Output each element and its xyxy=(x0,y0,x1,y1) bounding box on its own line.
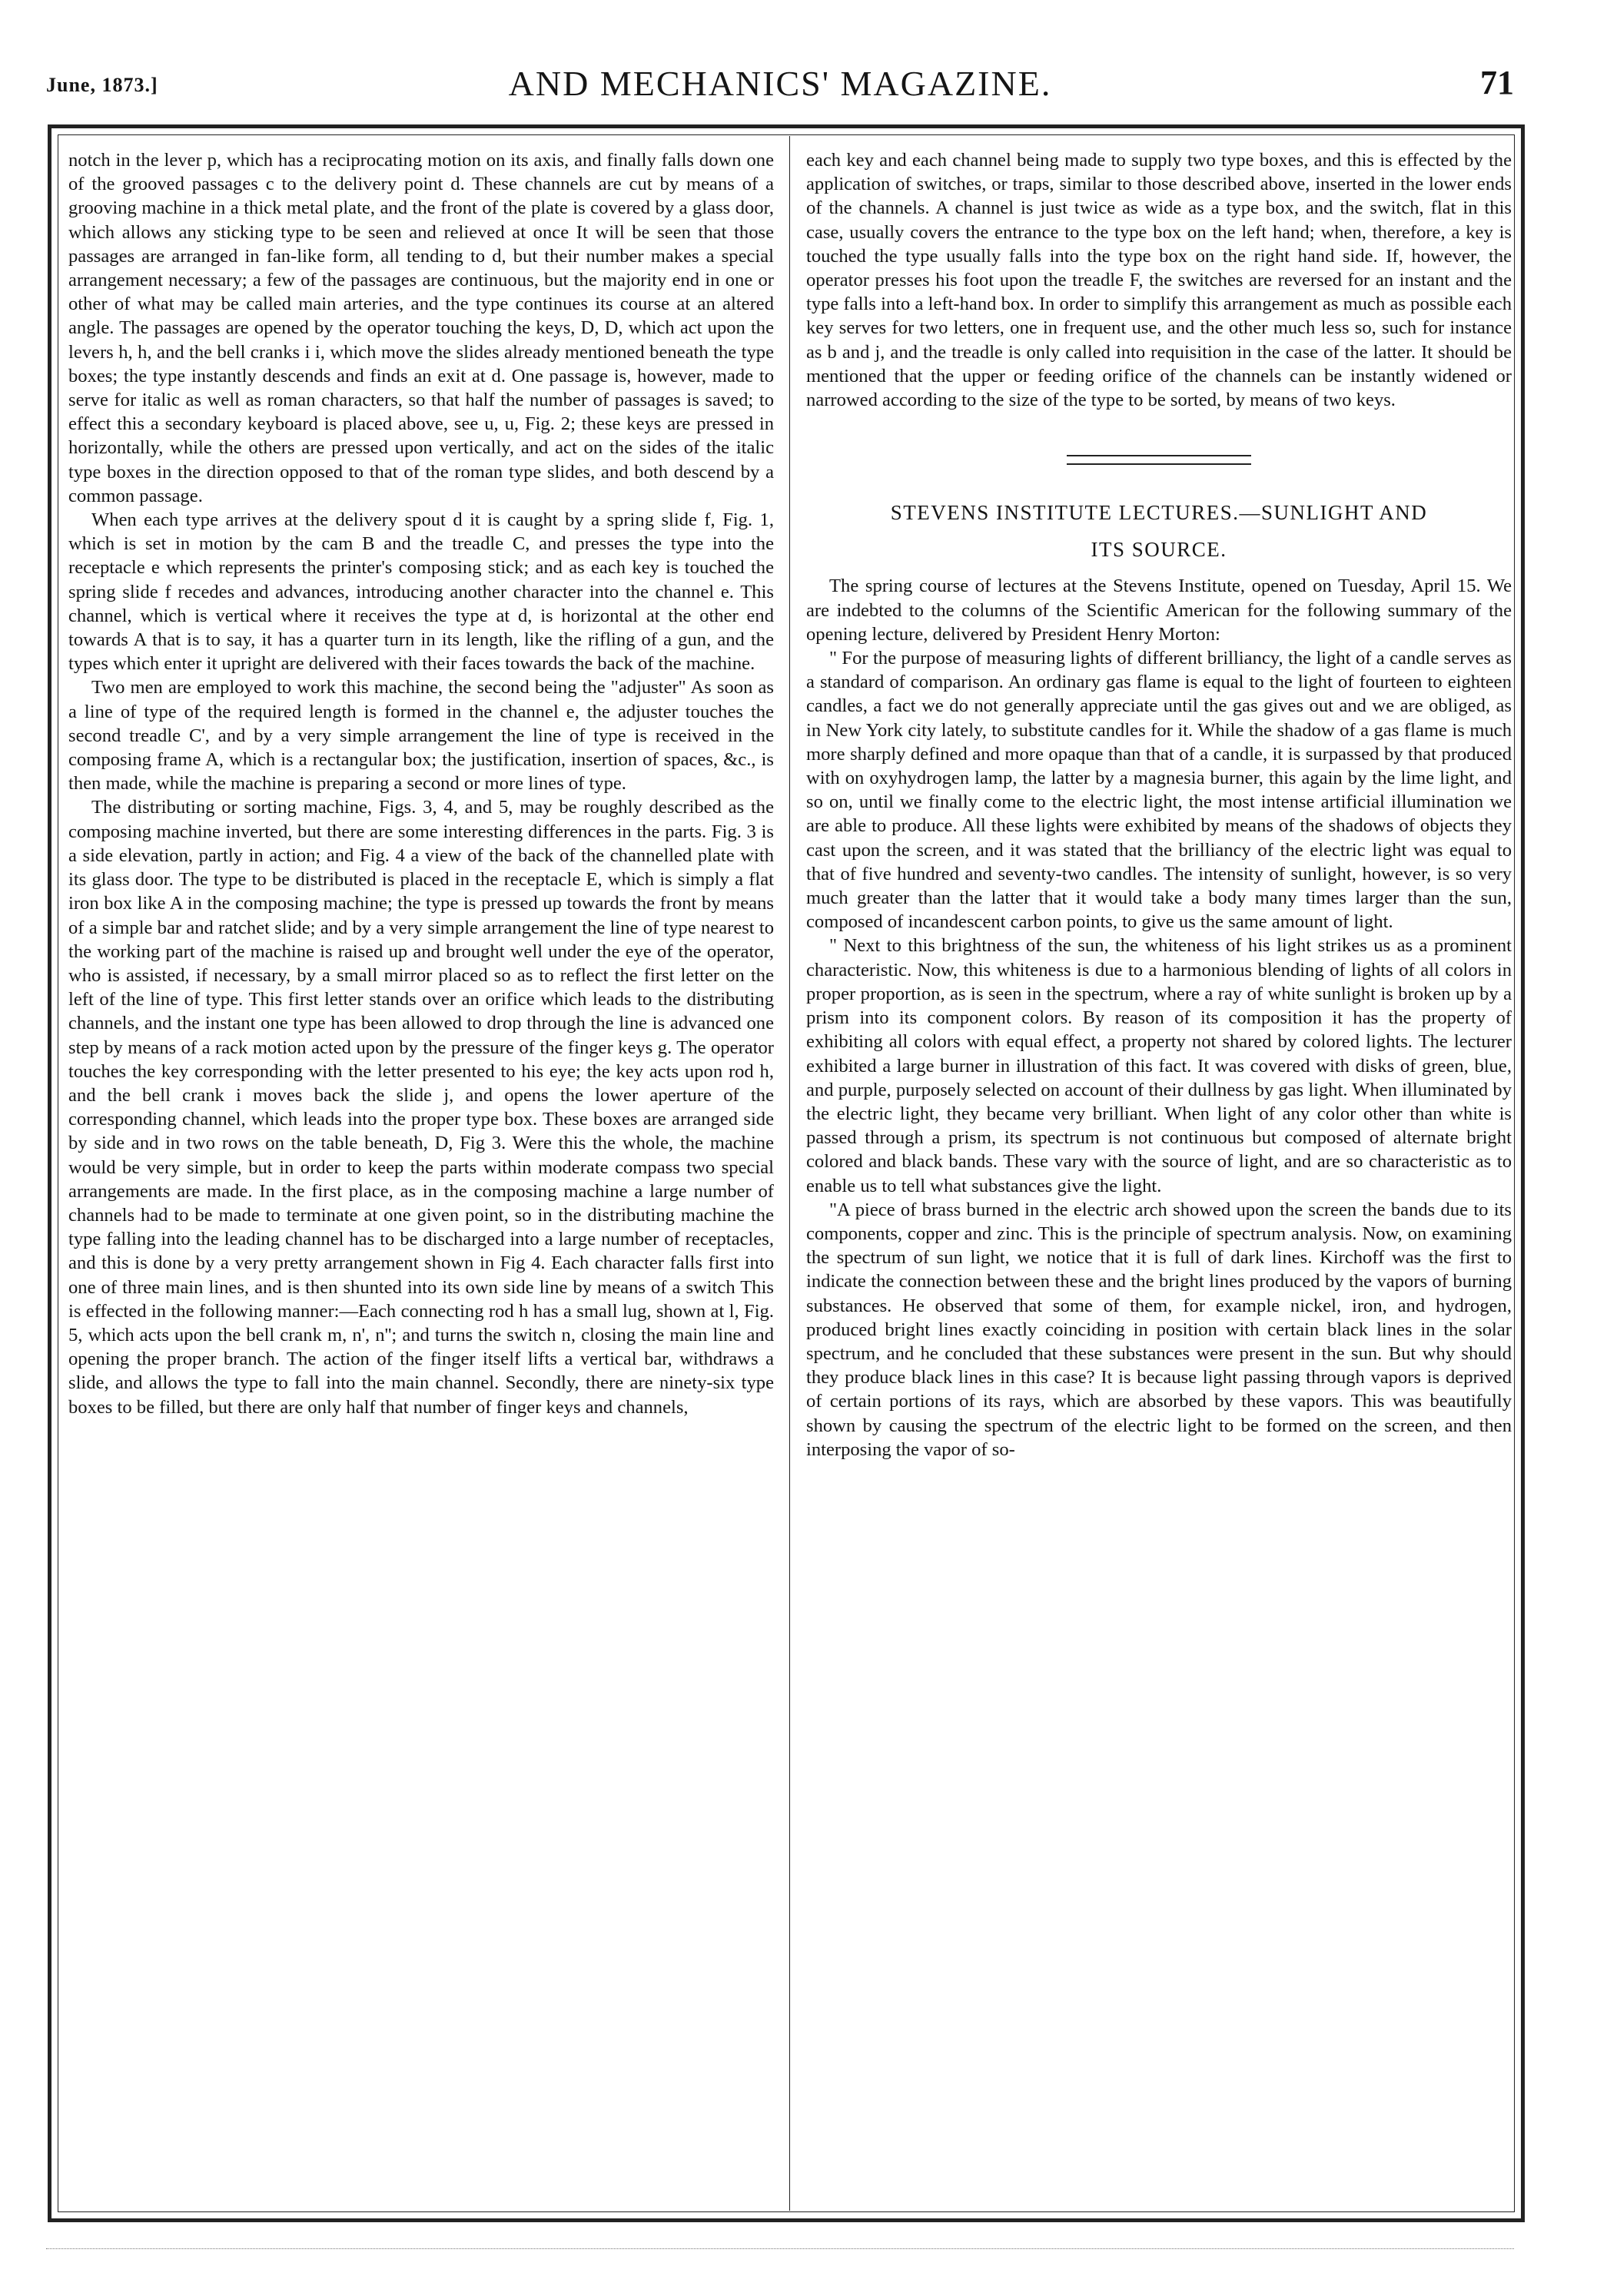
left-column xyxy=(68,148,774,2205)
column-divider xyxy=(789,136,790,2211)
paragraph: "A piece of brass burned in the electric arch showed upon the screen the bands due to its components, copper and zinc. This is the principle of spectrum analysis. Now, on examining the spectrum of sun light, we notice that it is full of dark lines. Kirchoff was the first to indicate the connection between these and the bright lines produced by the vapors of burning substances. He observed that some of them, for example nickel, iron, and hydrogen, produced bright lines exactly coinciding in position with certain black lines in the solar spectrum, and he concluded that these substances were present in the sun. But why should they produce black lines in this case? It is because light passing through vapors is deprived of certain portions of its rays, which are absorbed by these vapors. This was beautifully shown by causing the spectrum of the electric light to be formed on the screen, and then interposing the vapor of so- xyxy=(806,1199,1512,1460)
page-header xyxy=(46,63,1514,109)
page-frame xyxy=(48,124,1525,2222)
page-number: 71 xyxy=(1480,64,1514,101)
double-rule xyxy=(1067,455,1251,465)
magazine-title: AND MECHANICS' MAGAZINE. xyxy=(508,64,1052,103)
paragraph: each key and each channel being made to supply two type boxes, and this is effected by the application of switches, or traps, similar to those described above, inserted in the lower ends of the channels. A channel is just twice as wide as a type box, and the switch, flat in this case, usually covers the entrance to the type box on the left hand; when, therefore, a key is touched the type usually falls into the type box on the right hand side. If, however, the operator presses his foot upon the treadle F, the switches are reversed for an instant and the type falls into a left-hand box. In order to simplify this arrangement as much as possible each key serves for two letters, one in frequent use, and the other much less so, such for instance as b and j, and the treadle is only called into requisition in the case of the latter. It should be mentioned that the upper or feeding orifice of the channels can be instantly widened or narrowed according to the size of the type to be sorted, by means of two keys. xyxy=(806,150,1512,411)
paragraph: notch in the lever p, which has a reciprocating motion on its axis, and finally falls down one of the grooved passages c to the delivery point d. These channels are cut by means of a grooving machine in a thick metal plate, and the front of the plate is covered by a glass door, which allows any sticking type to be seen and relieved at once It will be seen that those passages are arranged in fan-like form, all tending to d, but their number makes a special arrangement necessary; a few of the passages are continuous, but the majority end in one or other of what may be called main arteries, and the type continues its course at an altered angle. The passages are opened by the operator touching the keys, D, D, which act upon the levers h, h, and the bell cranks i i, which move the slides already mentioned beneath the type boxes; the type instantly descends and finds an exit at d. One passage is, however, made to serve for italic as well as roman characters, so that half the number of passages is saved; to effect this a secondary keyboard is placed above, see u, u, Fig. 2; these keys are pressed in horizontally, while the others are pressed upon vertically, and act on the sides of the italic type boxes in the direction opposed to that of the roman type slides, and both descend by a common passage. xyxy=(68,150,774,506)
paragraph: The spring course of lectures at the Stevens Institute, opened on Tuesday, April 15. We are indebted to the columns of the Scientific American for the following summary of the opening lecture, delivered by President Henry Morton: xyxy=(806,576,1512,645)
article-title-line: STEVENS INSTITUTE LECTURES.—SUNLIGHT AND xyxy=(890,501,1428,525)
article-title-line: ITS SOURCE. xyxy=(1091,538,1227,562)
paragraph: " For the purpose of measuring lights of different brilliancy, the light of a candle serves as a standard of comparison. An ordinary gas flame is equal to the light of fourteen to eighteen candles, a fact we do not generally appreciate until the gas gives out and we are obliged, as in New York city lately, to substitute candles for it. While the shadow of a gas flame is much more sharply defined and more opaque than that of a candle, it is surpassed by that produced with on oxyhydrogen lamp, the latter by a magnesia burner, this again by the lime light, and so on, until we finally come to the electric light, the most intense artificial illumination we are able to produce. All these lights were exhibited by means of the shadows of objects they cast upon the screen, and it was stated that the brilliancy of the electric light was equal to that of five hundred and seventy-two candles. The intensity of sunlight, however, is so very much greater than the latter that it would take a body many times larger than the sun, composed of incandescent carbon points, to give us the same amount of light. xyxy=(806,648,1512,933)
section-break xyxy=(806,447,1512,471)
article-title xyxy=(806,494,1512,568)
paragraph: " Next to this brightness of the sun, the whiteness of his light strikes us as a prominent characteristic. Now, this whiteness is due to a harmonious blending of lights of all colors in proper proportion, as is seen in the spectrum, where a ray of white sunlight is broken up by a prism into its component colors. By reason of its composition it has the property of exhibiting all colors with equal effect, a property not shared by colored lights. The lecturer exhibited a large burner in illustration of this fact. It was covered with disks of green, blue, and purple, purposely selected on account of their dullness by gas light. When illuminated by the electric light, they became very brilliant. When light of any color other than white is passed through a prism, its spectrum is not continuous but composed of alternate bright colored and black bands. These vary with the source of light, and are so characteristic as to enable us to tell what substances give the light. xyxy=(806,935,1512,1196)
paragraph: When each type arrives at the delivery spout d it is caught by a spring slide f, Fig. 1, which is set in motion by the cam B and the treadle C, and presses the type into the receptacle e which represents the printer's composing stick; and as each key is touched the spring slide f recedes and advances, introducing another character into the channel e. This channel, which is vertical where it receives the type at d, is horizontal at the other end towards A that is to say, it has a quarter turn in its length, like the rifling of a gun, and the types which enter it upright are delivered with their faces towards the back of the machine. xyxy=(68,509,774,675)
right-column xyxy=(806,148,1512,2205)
header-date: June, 1873.] xyxy=(46,74,158,96)
footer-rule xyxy=(46,2248,1514,2249)
paragraph: The distributing or sorting machine, Figs. 3, 4, and 5, may be roughly described as the composing machine inverted, but there are some interesting differences in the parts. Fig. 3 is a side elevation, partly in action; and Fig. 4 a view of the back of the channelled plate with its glass door. The type to be distributed is placed in the receptacle E, which is simply a flat iron box like A in the composing machine; the type is pressed up towards the front by means of a simple bar and ratchet slide; and by a very simple arrangement the line of type nearest to the working part of the machine is raised up and brought well under the eye of the operator, who is assisted, if necessary, by a small mirror placed so as to reflect the first letter on the left of the line of type. This first letter stands over an orifice which leads to the distributing channels, and the instant one type has been allowed to drop through the line is advanced one step by means of a rack motion acted upon by the pressure of the finger keys g. The operator touches the key corresponding with the letter presented to his eye; the key acts upon rod h, and the bell crank i moves back the slide j, and opens the lower aperture of the corresponding channel, which leads into the proper type box. These boxes are arranged side by side and in two rows on the table beneath, D, Fig 3. Were this the whole, the machine would be very simple, but in order to keep the parts within moderate compass two special arrangements are made. In the first place, as in the composing machine a large number of channels had to be made to terminate at one given point, so in the distributing machine the type falling into the leading channel has to be discharged into a large number of receptacles, and this is done by a very pretty arrangement shown in Fig 4. Each character falls first into one of three main lines, and is then shunted into its own side line by means of a switch This is effected in the following manner:—Each connecting rod h has a small lug, shown at l, Fig. 5, which acts upon the bell crank m, n', n''; and turns the switch n, closing the main line and opening the proper branch. The action of the finger itself lifts a vertical bar, withdraws a slide, and allows the type to fall into the main channel. Secondly, there are ninety-six type boxes to be filled, but there are only half that number of finger keys and channels, xyxy=(68,797,774,1418)
paragraph: Two men are employed to work this machine, the second being the "adjuster" As soon as a line of type of the required length is formed in the channel e, the adjuster touches the second treadle C', and by a very simple arrangement the line of type is received in the composing frame A, which is a rectangular box; the justification, insertion of spaces, &c., is then made, while the machine is preparing a second or more lines of type. xyxy=(68,677,774,795)
